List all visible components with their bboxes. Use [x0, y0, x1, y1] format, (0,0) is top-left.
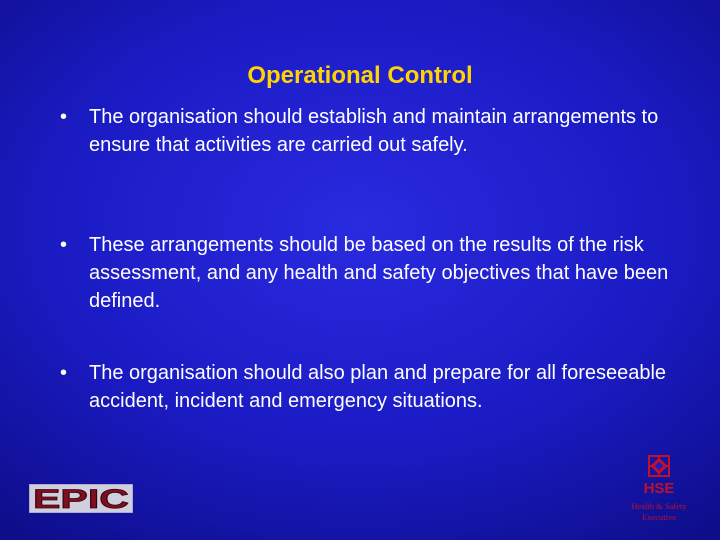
bullet-item — [60, 231, 670, 315]
bullet-marker: • — [60, 106, 68, 128]
hse-logo — [626, 455, 692, 527]
bullet-marker: • — [60, 362, 68, 384]
slide-title: Operational Control — [247, 62, 473, 89]
hse-subtitle-line1: Health & Safety — [631, 501, 687, 511]
bullet-marker: • — [60, 234, 68, 256]
hse-subtitle-line2: Executive — [642, 512, 676, 522]
epic-logo — [29, 484, 133, 513]
bullet-text: These arrangements should be based on the results of the risk assessment, and any health and safety objectives that have been defined. — [89, 234, 669, 312]
bullet-item — [60, 103, 670, 159]
bullet-text: The organisation should also plan and prepare for all foreseeable accident, incident and emergency situations. — [89, 362, 667, 412]
bullet-item — [60, 359, 670, 415]
epic-logo-text: EPIC — [33, 484, 129, 513]
hse-emblem-icon — [649, 456, 669, 476]
bullet-text: The organisation should establish and maintain arrangements to ensure that activities are carried out safely. — [89, 106, 659, 156]
hse-logo-text: HSE — [643, 480, 675, 497]
